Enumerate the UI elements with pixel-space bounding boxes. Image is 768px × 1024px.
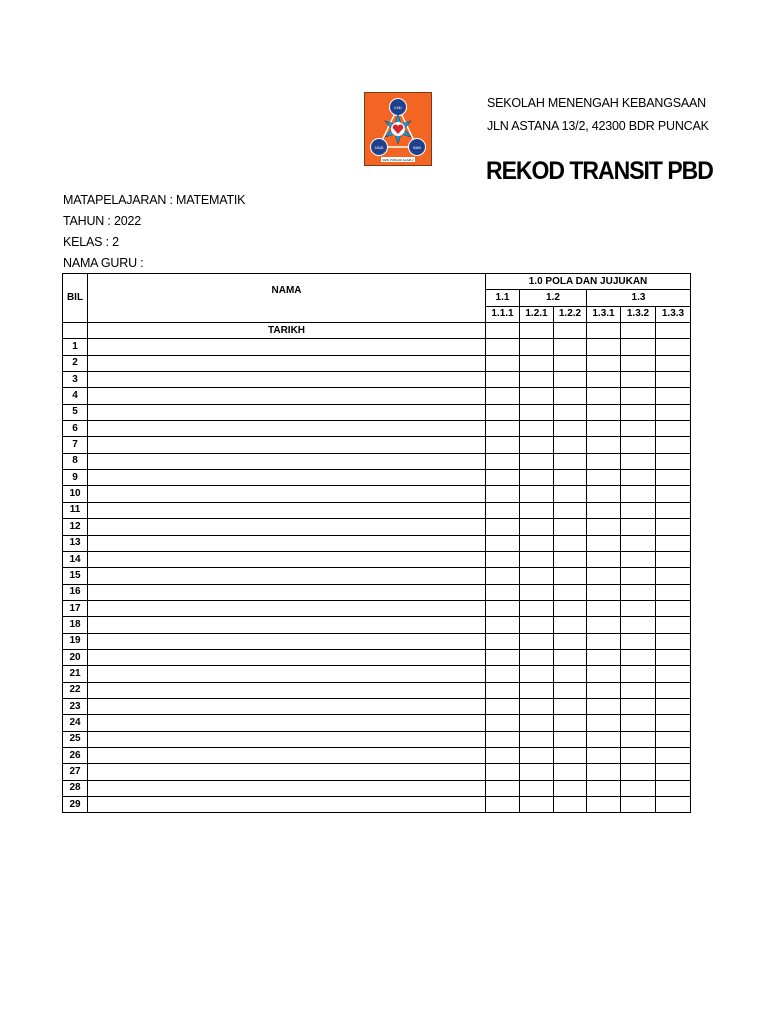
standard-header: 1.3.2 xyxy=(621,306,656,322)
score-cell[interactable] xyxy=(621,470,656,486)
score-cell[interactable] xyxy=(587,372,621,388)
score-cell[interactable] xyxy=(520,698,554,714)
score-cell[interactable] xyxy=(656,404,691,420)
table-row xyxy=(63,355,691,371)
student-name-cell[interactable] xyxy=(88,797,486,813)
score-cell[interactable] xyxy=(587,568,621,584)
table-row xyxy=(63,388,691,404)
score-cell[interactable] xyxy=(520,797,554,813)
score-cell[interactable] xyxy=(486,470,520,486)
subtopic-header: 1.1 xyxy=(486,290,520,306)
student-name-cell[interactable] xyxy=(88,715,486,731)
score-cell[interactable] xyxy=(554,502,587,518)
table-row xyxy=(63,764,691,780)
student-name-cell[interactable] xyxy=(88,568,486,584)
score-cell[interactable] xyxy=(621,372,656,388)
score-cell[interactable] xyxy=(554,600,587,616)
logo-right-label: IMAN xyxy=(413,146,421,150)
bil-header-blank xyxy=(63,323,88,339)
score-cell[interactable] xyxy=(656,797,691,813)
score-cell[interactable] xyxy=(520,600,554,616)
score-cell[interactable] xyxy=(520,470,554,486)
record-table xyxy=(62,273,691,813)
score-cell[interactable] xyxy=(486,797,520,813)
row-number: 28 xyxy=(63,780,88,796)
score-cell[interactable] xyxy=(587,617,621,633)
score-cell[interactable] xyxy=(587,486,621,502)
score-cell[interactable] xyxy=(520,764,554,780)
score-cell[interactable] xyxy=(486,421,520,437)
score-cell[interactable] xyxy=(621,535,656,551)
score-cell[interactable] xyxy=(554,470,587,486)
date-cell[interactable] xyxy=(656,323,691,339)
logo-bottom-label: SMK PUNCAK ALAM 2 xyxy=(382,157,414,162)
school-address: JLN ASTANA 13/2, 42300 BDR PUNCAK xyxy=(487,119,709,133)
score-cell[interactable] xyxy=(656,666,691,682)
table-row xyxy=(63,649,691,665)
score-cell[interactable] xyxy=(656,355,691,371)
logo-top-label: ILMU xyxy=(394,106,402,110)
subject-label: MATAPELAJARAN : MATEMATIK xyxy=(63,193,246,207)
table-row xyxy=(63,437,691,453)
date-label: TARIKH xyxy=(88,323,486,339)
score-cell[interactable] xyxy=(656,388,691,404)
student-name-cell[interactable] xyxy=(88,698,486,714)
score-cell[interactable] xyxy=(486,649,520,665)
table-row xyxy=(63,421,691,437)
score-cell[interactable] xyxy=(486,388,520,404)
row-number: 19 xyxy=(63,633,88,649)
logo-left-label: ADAB xyxy=(374,146,384,150)
student-name-cell[interactable] xyxy=(88,486,486,502)
score-cell[interactable] xyxy=(587,698,621,714)
score-cell[interactable] xyxy=(486,682,520,698)
score-cell[interactable] xyxy=(587,715,621,731)
score-cell[interactable] xyxy=(554,339,587,355)
score-cell[interactable] xyxy=(587,780,621,796)
score-cell[interactable] xyxy=(621,388,656,404)
standard-header: 1.3.3 xyxy=(656,306,691,322)
table-row xyxy=(63,339,691,355)
row-number: 29 xyxy=(63,797,88,813)
row-number: 2 xyxy=(63,355,88,371)
score-cell[interactable] xyxy=(486,502,520,518)
score-cell[interactable] xyxy=(621,731,656,747)
table-row xyxy=(63,617,691,633)
score-cell[interactable] xyxy=(486,372,520,388)
score-cell[interactable] xyxy=(554,715,587,731)
score-cell[interactable] xyxy=(520,551,554,567)
student-name-cell[interactable] xyxy=(88,584,486,600)
score-cell[interactable] xyxy=(520,388,554,404)
score-cell[interactable] xyxy=(621,780,656,796)
row-number: 27 xyxy=(63,764,88,780)
school-name: SEKOLAH MENENGAH KEBANGSAAN xyxy=(487,96,706,110)
score-cell[interactable] xyxy=(554,437,587,453)
score-cell[interactable] xyxy=(656,747,691,763)
score-cell[interactable] xyxy=(520,372,554,388)
score-cell[interactable] xyxy=(520,535,554,551)
table-row xyxy=(63,797,691,813)
score-cell[interactable] xyxy=(587,339,621,355)
student-name-cell[interactable] xyxy=(88,617,486,633)
score-cell[interactable] xyxy=(554,633,587,649)
row-number: 3 xyxy=(63,372,88,388)
score-cell[interactable] xyxy=(554,682,587,698)
score-cell[interactable] xyxy=(554,764,587,780)
score-cell[interactable] xyxy=(486,633,520,649)
score-cell[interactable] xyxy=(587,502,621,518)
score-cell[interactable] xyxy=(587,551,621,567)
score-cell[interactable] xyxy=(554,535,587,551)
score-cell[interactable] xyxy=(520,486,554,502)
name-header: NAMA xyxy=(88,274,486,323)
score-cell[interactable] xyxy=(656,421,691,437)
topic-header: 1.0 POLA DAN JUJUKAN xyxy=(486,274,691,290)
score-cell[interactable] xyxy=(621,715,656,731)
table-row xyxy=(63,600,691,616)
row-number: 1 xyxy=(63,339,88,355)
score-cell[interactable] xyxy=(520,617,554,633)
row-number: 9 xyxy=(63,470,88,486)
score-cell[interactable] xyxy=(520,666,554,682)
row-number: 4 xyxy=(63,388,88,404)
student-name-cell[interactable] xyxy=(88,339,486,355)
score-cell[interactable] xyxy=(486,584,520,600)
student-name-cell[interactable] xyxy=(88,600,486,616)
student-name-cell[interactable] xyxy=(88,551,486,567)
score-cell[interactable] xyxy=(554,584,587,600)
row-number: 8 xyxy=(63,453,88,469)
student-name-cell[interactable] xyxy=(88,388,486,404)
score-cell[interactable] xyxy=(587,355,621,371)
score-cell[interactable] xyxy=(520,519,554,535)
score-cell[interactable] xyxy=(656,502,691,518)
score-cell[interactable] xyxy=(486,747,520,763)
score-cell[interactable] xyxy=(520,404,554,420)
score-cell[interactable] xyxy=(656,568,691,584)
score-cell[interactable] xyxy=(587,731,621,747)
table-row xyxy=(63,372,691,388)
score-cell[interactable] xyxy=(486,519,520,535)
score-cell[interactable] xyxy=(520,649,554,665)
date-cell[interactable] xyxy=(587,323,621,339)
score-cell[interactable] xyxy=(486,535,520,551)
student-name-cell[interactable] xyxy=(88,355,486,371)
table-row xyxy=(63,470,691,486)
score-cell[interactable] xyxy=(587,437,621,453)
score-cell[interactable] xyxy=(486,698,520,714)
row-number: 6 xyxy=(63,421,88,437)
row-number: 23 xyxy=(63,698,88,714)
score-cell[interactable] xyxy=(621,649,656,665)
score-cell[interactable] xyxy=(520,715,554,731)
score-cell[interactable] xyxy=(621,486,656,502)
score-cell[interactable] xyxy=(587,666,621,682)
score-cell[interactable] xyxy=(587,797,621,813)
student-name-cell[interactable] xyxy=(88,372,486,388)
table-row xyxy=(63,568,691,584)
score-cell[interactable] xyxy=(621,747,656,763)
subtopic-header: 1.2 xyxy=(520,290,587,306)
table-row xyxy=(63,780,691,796)
student-name-cell[interactable] xyxy=(88,649,486,665)
student-name-cell[interactable] xyxy=(88,682,486,698)
score-cell[interactable] xyxy=(554,747,587,763)
score-cell[interactable] xyxy=(621,666,656,682)
class-label: KELAS : 2 xyxy=(63,235,119,249)
score-cell[interactable] xyxy=(656,617,691,633)
row-number: 14 xyxy=(63,551,88,567)
score-cell[interactable] xyxy=(554,617,587,633)
score-cell[interactable] xyxy=(621,617,656,633)
table-row xyxy=(63,584,691,600)
table-row xyxy=(63,682,691,698)
score-cell[interactable] xyxy=(656,584,691,600)
date-cell[interactable] xyxy=(486,323,520,339)
student-name-cell[interactable] xyxy=(88,502,486,518)
score-cell[interactable] xyxy=(656,780,691,796)
student-name-cell[interactable] xyxy=(88,535,486,551)
score-cell[interactable] xyxy=(587,388,621,404)
row-number: 15 xyxy=(63,568,88,584)
score-cell[interactable] xyxy=(587,404,621,420)
score-cell[interactable] xyxy=(656,437,691,453)
score-cell[interactable] xyxy=(554,780,587,796)
date-cell[interactable] xyxy=(520,323,554,339)
score-cell[interactable] xyxy=(621,551,656,567)
row-number: 16 xyxy=(63,584,88,600)
score-cell[interactable] xyxy=(587,421,621,437)
student-name-cell[interactable] xyxy=(88,731,486,747)
score-cell[interactable] xyxy=(554,797,587,813)
table-row xyxy=(63,551,691,567)
score-cell[interactable] xyxy=(554,649,587,665)
score-cell[interactable] xyxy=(587,649,621,665)
score-cell[interactable] xyxy=(554,355,587,371)
score-cell[interactable] xyxy=(621,453,656,469)
score-cell[interactable] xyxy=(656,633,691,649)
score-cell[interactable] xyxy=(656,682,691,698)
score-cell[interactable] xyxy=(587,682,621,698)
standard-header: 1.1.1 xyxy=(486,306,520,322)
school-crest-icon xyxy=(365,93,431,165)
student-name-cell[interactable] xyxy=(88,470,486,486)
score-cell[interactable] xyxy=(520,453,554,469)
date-row xyxy=(63,323,691,339)
score-cell[interactable] xyxy=(621,682,656,698)
score-cell[interactable] xyxy=(554,666,587,682)
score-cell[interactable] xyxy=(520,682,554,698)
score-cell[interactable] xyxy=(587,519,621,535)
page-title: REKOD TRANSIT PBD xyxy=(486,157,713,185)
score-cell[interactable] xyxy=(520,780,554,796)
table-row xyxy=(63,731,691,747)
score-cell[interactable] xyxy=(587,470,621,486)
row-number: 25 xyxy=(63,731,88,747)
score-cell[interactable] xyxy=(554,568,587,584)
table-row xyxy=(63,502,691,518)
score-cell[interactable] xyxy=(554,731,587,747)
score-cell[interactable] xyxy=(486,404,520,420)
teacher-label: NAMA GURU : xyxy=(63,256,144,270)
standard-header: 1.2.2 xyxy=(554,306,587,322)
score-cell[interactable] xyxy=(656,551,691,567)
score-cell[interactable] xyxy=(621,437,656,453)
score-cell[interactable] xyxy=(621,339,656,355)
score-cell[interactable] xyxy=(554,519,587,535)
score-cell[interactable] xyxy=(554,551,587,567)
score-cell[interactable] xyxy=(520,731,554,747)
bil-header: BIL xyxy=(63,274,88,323)
year-label: TAHUN : 2022 xyxy=(63,214,141,228)
student-name-cell[interactable] xyxy=(88,404,486,420)
student-name-cell[interactable] xyxy=(88,421,486,437)
table-row xyxy=(63,698,691,714)
table-row xyxy=(63,535,691,551)
standard-header: 1.2.1 xyxy=(520,306,554,322)
score-cell[interactable] xyxy=(656,453,691,469)
student-name-cell[interactable] xyxy=(88,633,486,649)
score-cell[interactable] xyxy=(486,780,520,796)
score-cell[interactable] xyxy=(520,502,554,518)
student-name-cell[interactable] xyxy=(88,519,486,535)
student-name-cell[interactable] xyxy=(88,437,486,453)
score-cell[interactable] xyxy=(621,633,656,649)
student-name-cell[interactable] xyxy=(88,747,486,763)
score-cell[interactable] xyxy=(486,666,520,682)
score-cell[interactable] xyxy=(621,502,656,518)
table-row xyxy=(63,715,691,731)
score-cell[interactable] xyxy=(486,339,520,355)
score-cell[interactable] xyxy=(554,453,587,469)
score-cell[interactable] xyxy=(621,519,656,535)
score-cell[interactable] xyxy=(520,421,554,437)
subtopic-header: 1.3 xyxy=(587,290,691,306)
date-cell[interactable] xyxy=(621,323,656,339)
score-cell[interactable] xyxy=(587,764,621,780)
standard-header: 1.3.1 xyxy=(587,306,621,322)
row-number: 18 xyxy=(63,617,88,633)
score-cell[interactable] xyxy=(486,551,520,567)
score-cell[interactable] xyxy=(520,339,554,355)
row-number: 11 xyxy=(63,502,88,518)
score-cell[interactable] xyxy=(486,486,520,502)
score-cell[interactable] xyxy=(486,355,520,371)
score-cell[interactable] xyxy=(587,600,621,616)
table-row xyxy=(63,404,691,420)
score-cell[interactable] xyxy=(621,698,656,714)
school-logo xyxy=(364,92,432,166)
row-number: 10 xyxy=(63,486,88,502)
row-number: 26 xyxy=(63,747,88,763)
row-number: 21 xyxy=(63,666,88,682)
score-cell[interactable] xyxy=(554,486,587,502)
date-cell[interactable] xyxy=(554,323,587,339)
score-cell[interactable] xyxy=(587,535,621,551)
table-row xyxy=(63,453,691,469)
row-number: 24 xyxy=(63,715,88,731)
score-cell[interactable] xyxy=(656,600,691,616)
score-cell[interactable] xyxy=(486,715,520,731)
score-cell[interactable] xyxy=(486,437,520,453)
score-cell[interactable] xyxy=(554,388,587,404)
score-cell[interactable] xyxy=(520,437,554,453)
score-cell[interactable] xyxy=(520,747,554,763)
student-name-cell[interactable] xyxy=(88,764,486,780)
row-number: 12 xyxy=(63,519,88,535)
score-cell[interactable] xyxy=(656,698,691,714)
score-cell[interactable] xyxy=(621,404,656,420)
row-number: 5 xyxy=(63,404,88,420)
score-cell[interactable] xyxy=(486,731,520,747)
table-row xyxy=(63,486,691,502)
score-cell[interactable] xyxy=(554,421,587,437)
student-name-cell[interactable] xyxy=(88,453,486,469)
score-cell[interactable] xyxy=(656,519,691,535)
score-cell[interactable] xyxy=(520,633,554,649)
score-cell[interactable] xyxy=(486,617,520,633)
score-cell[interactable] xyxy=(486,764,520,780)
score-cell[interactable] xyxy=(621,797,656,813)
table-row xyxy=(63,633,691,649)
score-cell[interactable] xyxy=(656,339,691,355)
row-number: 22 xyxy=(63,682,88,698)
score-cell[interactable] xyxy=(621,355,656,371)
score-cell[interactable] xyxy=(486,568,520,584)
row-number: 13 xyxy=(63,535,88,551)
score-cell[interactable] xyxy=(486,453,520,469)
header-row-topic xyxy=(63,274,691,290)
score-cell[interactable] xyxy=(520,584,554,600)
score-cell[interactable] xyxy=(656,764,691,780)
score-cell[interactable] xyxy=(621,600,656,616)
score-cell[interactable] xyxy=(554,698,587,714)
score-cell[interactable] xyxy=(656,486,691,502)
score-cell[interactable] xyxy=(621,568,656,584)
student-name-cell[interactable] xyxy=(88,780,486,796)
score-cell[interactable] xyxy=(486,600,520,616)
table-row xyxy=(63,747,691,763)
score-cell[interactable] xyxy=(587,584,621,600)
score-cell[interactable] xyxy=(554,372,587,388)
student-name-cell[interactable] xyxy=(88,666,486,682)
score-cell[interactable] xyxy=(656,372,691,388)
score-cell[interactable] xyxy=(587,453,621,469)
score-cell[interactable] xyxy=(621,584,656,600)
score-cell[interactable] xyxy=(587,747,621,763)
score-cell[interactable] xyxy=(587,633,621,649)
table-row xyxy=(63,519,691,535)
score-cell[interactable] xyxy=(656,731,691,747)
score-cell[interactable] xyxy=(621,421,656,437)
score-cell[interactable] xyxy=(621,764,656,780)
row-number: 17 xyxy=(63,600,88,616)
row-number: 20 xyxy=(63,649,88,665)
score-cell[interactable] xyxy=(656,535,691,551)
score-cell[interactable] xyxy=(520,568,554,584)
score-cell[interactable] xyxy=(520,355,554,371)
row-number: 7 xyxy=(63,437,88,453)
score-cell[interactable] xyxy=(656,715,691,731)
score-cell[interactable] xyxy=(554,404,587,420)
score-cell[interactable] xyxy=(656,470,691,486)
table-row xyxy=(63,666,691,682)
score-cell[interactable] xyxy=(656,649,691,665)
